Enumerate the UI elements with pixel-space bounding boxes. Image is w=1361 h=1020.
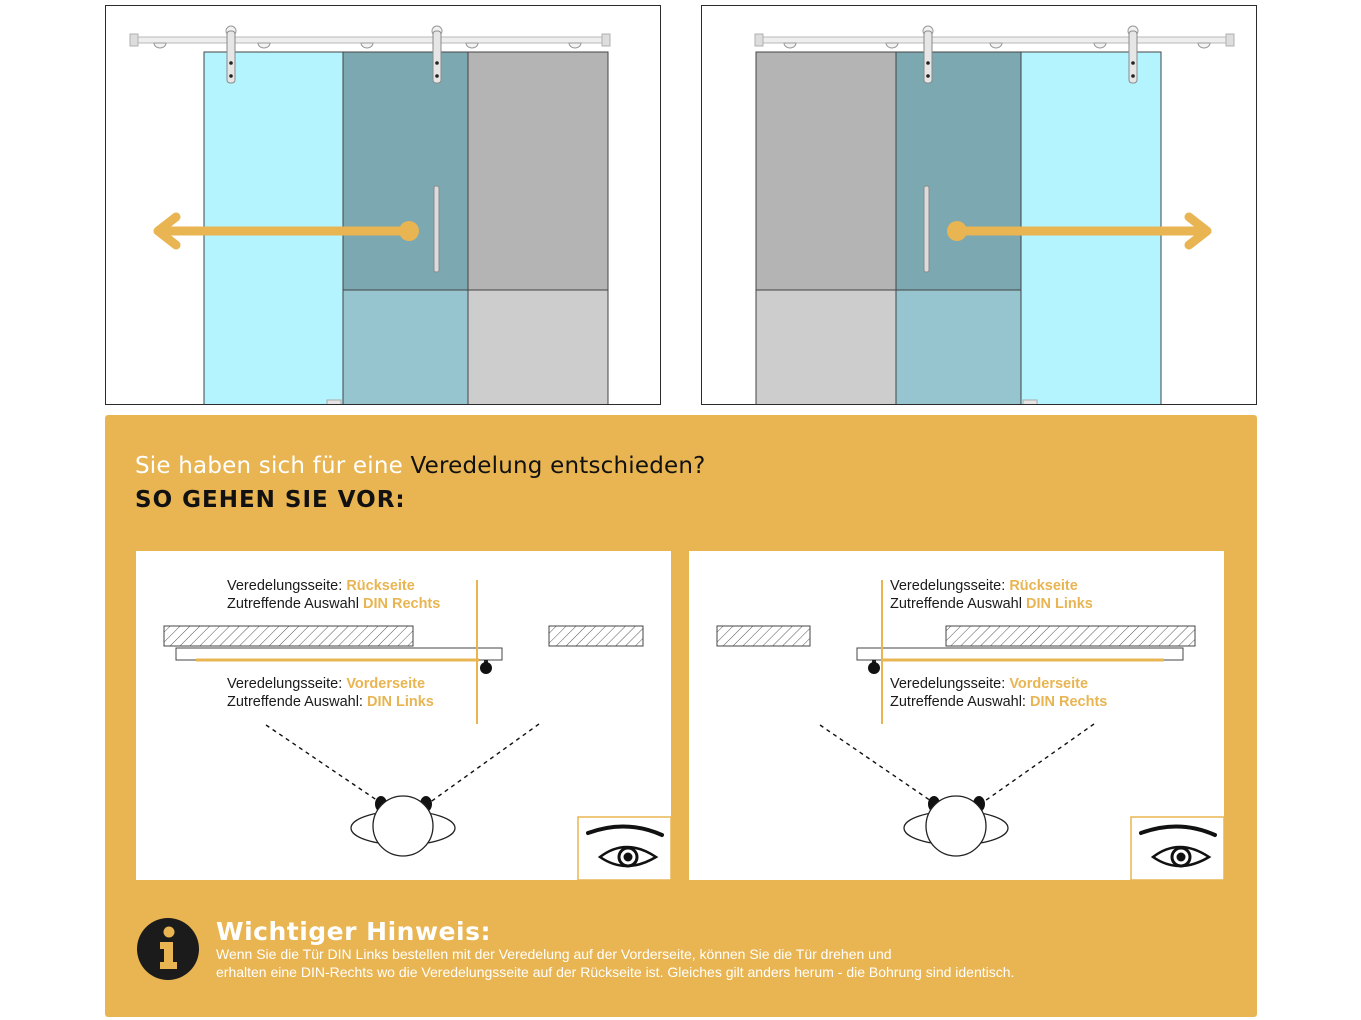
sliding-door-left-svg [106, 6, 661, 405]
steps-heading: SO GEHEN SIE VOR: [135, 487, 406, 513]
front-side-caption: Veredelungsseite: [890, 676, 1010, 692]
back-side-value: Rückseite [346, 578, 415, 594]
door-leaf [176, 648, 502, 660]
wall-section [549, 626, 643, 646]
back-side-label [890, 577, 1093, 613]
sight-line [982, 724, 1094, 803]
front-choice-value: DIN Links [367, 694, 434, 710]
eye-icon [578, 817, 671, 880]
intro-question [135, 453, 706, 479]
back-side-label [227, 577, 440, 613]
back-side-value: Rückseite [1009, 578, 1078, 594]
wall-lower [756, 290, 896, 405]
roller-hanger [432, 26, 442, 83]
roller-hanger [1128, 26, 1138, 83]
floor-guide [327, 400, 341, 405]
sight-line [266, 725, 381, 803]
wall-section [946, 626, 1195, 646]
hint-body [216, 945, 1216, 981]
sliding-door-right-svg [702, 6, 1257, 405]
front-side-label [227, 675, 434, 711]
back-side-caption: Veredelungsseite: [890, 578, 1010, 594]
eye-icon [1131, 817, 1224, 880]
roller-hanger [923, 26, 933, 83]
finishing-instructions-panel [105, 415, 1257, 1017]
intro-highlight: Veredelung entschieden? [410, 453, 706, 479]
sight-line [429, 724, 539, 803]
back-choice-value: DIN Links [1025, 596, 1093, 612]
wall-section [164, 626, 413, 646]
door-knob [868, 662, 880, 674]
wall-section [717, 626, 810, 646]
hint-title: Wichtiger Hinweis: [216, 917, 491, 946]
plan-view-card-right [689, 551, 1224, 880]
glass-overlap-lower [896, 290, 1021, 405]
sliding-rail [130, 34, 610, 48]
roller-hanger [226, 26, 236, 83]
hint-line-2: erhalten eine DIN-Rechts wo die Veredelungsseite auf der Rückseite ist. Gleiches gilt anders herum - die Bohrung sind identisch. [216, 964, 1015, 980]
door-handle [434, 186, 439, 272]
person-top-view [904, 796, 1008, 856]
front-choice-value: DIN Rechts [1030, 694, 1108, 710]
hint-line-1: Wenn Sie die Tür DIN Links bestellen mit der Veredelung auf der Vorderseite, können Sie die Tür drehen und [216, 946, 892, 962]
front-side-caption: Veredelungsseite: [227, 676, 347, 692]
info-icon [136, 917, 200, 981]
front-side-value: Vorderseite [1009, 676, 1089, 692]
wall-upper [756, 52, 896, 290]
back-choice-caption: Zutreffende Auswahl [227, 596, 363, 612]
glass-overlap-upper [896, 52, 1021, 290]
sight-line [820, 725, 934, 803]
back-choice-caption: Zutreffende Auswahl [890, 596, 1026, 612]
front-side-value: Vorderseite [346, 676, 426, 692]
glass-overlap-lower [343, 290, 468, 405]
door-leaf [857, 648, 1183, 660]
door-handle [924, 186, 929, 272]
front-side-label [890, 675, 1107, 711]
door-diagram-left [105, 5, 661, 405]
door-diagram-right [701, 5, 1257, 405]
sliding-rail [755, 34, 1234, 48]
floor-guide [1023, 400, 1037, 405]
front-choice-caption: Zutreffende Auswahl: [227, 694, 367, 710]
door-knob [480, 662, 492, 674]
person-top-view [351, 796, 455, 856]
front-choice-caption: Zutreffende Auswahl: [890, 694, 1030, 710]
glass-overlap-upper [343, 52, 468, 290]
plan-view-card-left [136, 551, 671, 880]
intro-prefix: Sie haben sich für eine [135, 453, 411, 479]
wall-upper [468, 52, 608, 290]
wall-lower [468, 290, 608, 405]
back-choice-value: DIN Rechts [362, 596, 441, 612]
back-side-caption: Veredelungsseite: [227, 578, 347, 594]
